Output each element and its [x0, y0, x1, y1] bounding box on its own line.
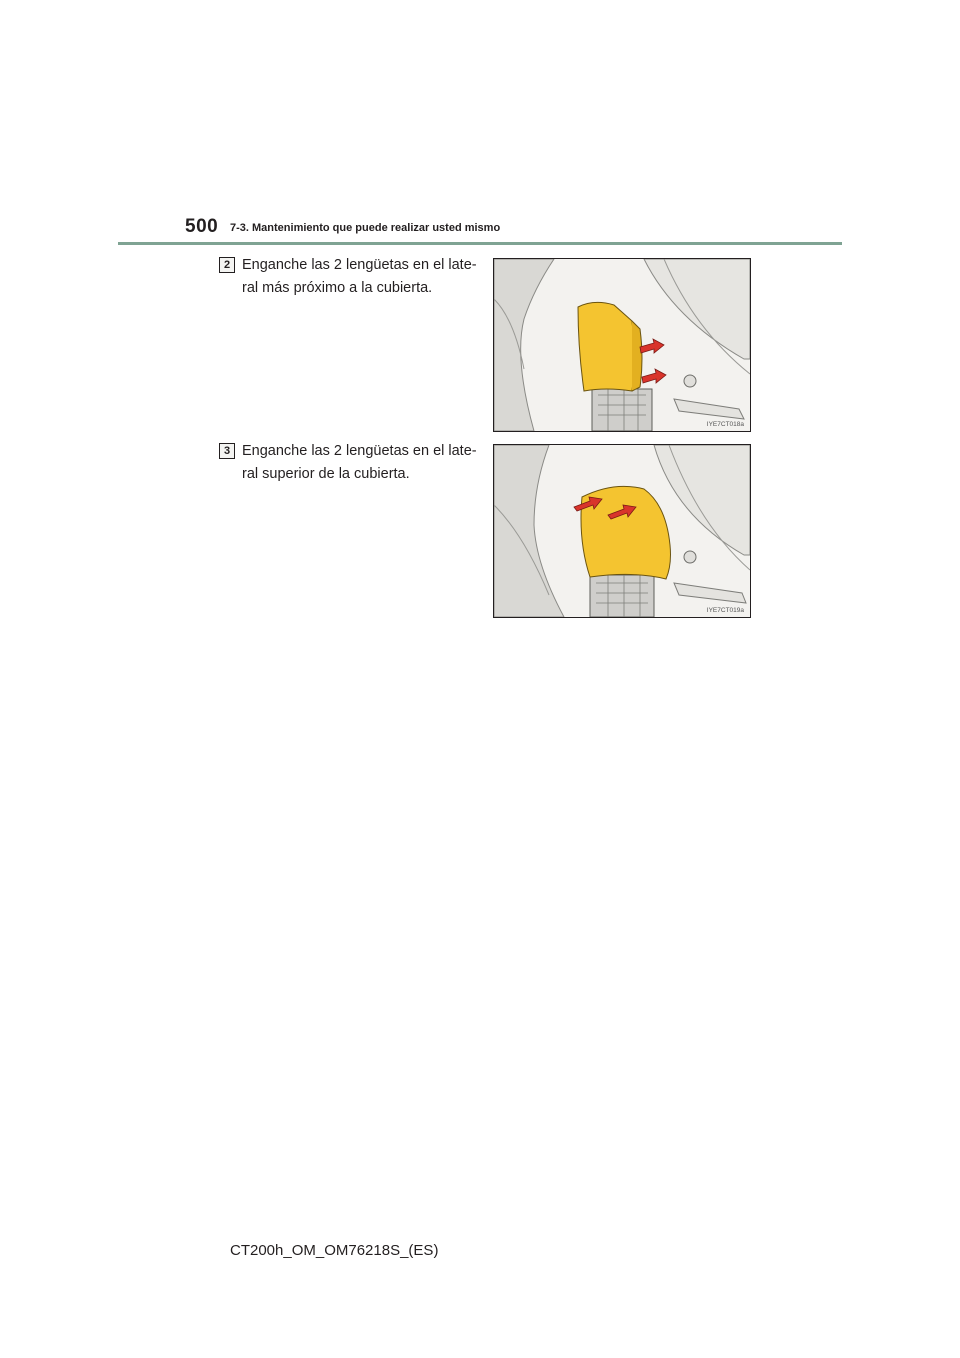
- figure-code: IYE7CT019a: [706, 607, 744, 614]
- step-instruction: [242, 254, 487, 300]
- step-text-line-2: ral más próximo a la cubierta.: [242, 280, 433, 296]
- fuse-box-cover-top-tabs-illustration: [494, 445, 750, 617]
- header-rule: [118, 242, 842, 245]
- page-number: 500: [185, 216, 219, 237]
- step-text-line-1: Enganche las 2 lengüetas en el late-: [242, 257, 477, 273]
- step-figure: [493, 258, 751, 432]
- fuse-box-cover-side-tabs-illustration: [494, 259, 750, 431]
- footer-document-code: CT200h_OM_OM76218S_(ES): [230, 1242, 439, 1259]
- figure-code: IYE7CT018a: [706, 421, 744, 428]
- step-instruction: [242, 440, 487, 486]
- section-title: 7-3. Mantenimiento que puede realizar usted mismo: [230, 222, 501, 234]
- step-text-line-1: Enganche las 2 lengüetas en el late-: [242, 443, 477, 459]
- step-figure: [493, 444, 751, 618]
- step-number-badge: 3: [219, 443, 235, 459]
- step-number-badge: 2: [219, 257, 235, 273]
- step-text-line-2: ral superior de la cubierta.: [242, 466, 410, 482]
